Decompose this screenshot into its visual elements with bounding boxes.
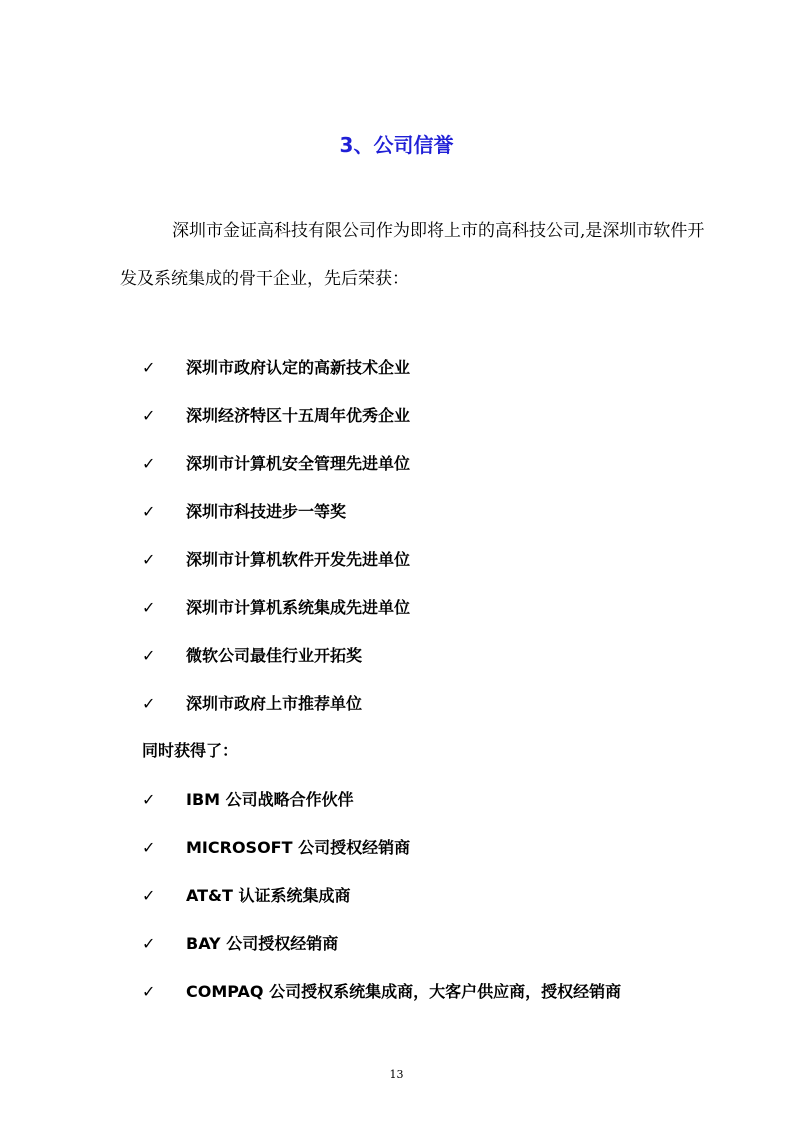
section-title: 3、公司信誉 (339, 133, 454, 157)
honor-text: 深圳市计算机系统集成先进单位 (186, 598, 411, 617)
honors-list (142, 344, 410, 728)
checkmark-icon: ✓ (142, 454, 156, 473)
checkmark-icon: ✓ (142, 694, 156, 713)
checkmark-icon: ✓ (142, 982, 156, 1001)
intro-text: 深圳市金证高科技有限公司作为即将上市的高科技公司,是深圳市软件开发及系统集成的骨干企业，先后荣获： (120, 221, 705, 289)
list-item (142, 536, 410, 584)
honor-text: 深圳市政府上市推荐单位 (186, 694, 363, 713)
list-item (142, 584, 410, 632)
checkmark-icon: ✓ (142, 598, 156, 617)
list-item (142, 392, 410, 440)
checkmark-icon: ✓ (142, 646, 156, 665)
honor-text: 深圳市计算机软件开发先进单位 (186, 550, 411, 569)
intro-paragraph (120, 207, 710, 303)
partnerships-list (142, 776, 621, 1016)
list-item (142, 920, 621, 968)
partnership-text: COMPAQ 公司授权系统集成商，大客户供应商，授权经销商 (186, 982, 622, 1001)
honor-text: 深圳市计算机安全管理先进单位 (186, 454, 411, 473)
list-item (142, 680, 410, 728)
page-number: 13 (389, 1068, 404, 1081)
checkmark-icon: ✓ (142, 790, 156, 809)
list-item (142, 776, 621, 824)
list-item (142, 440, 410, 488)
partnership-text: IBM 公司战略合作伙伴 (186, 790, 354, 809)
checkmark-icon: ✓ (142, 934, 156, 953)
checkmark-icon: ✓ (142, 838, 156, 857)
list-item (142, 968, 621, 1016)
checkmark-icon: ✓ (142, 550, 156, 569)
also-obtained-label: 同时获得了： (142, 741, 239, 760)
partnership-text: AT&T 认证系统集成商 (186, 886, 351, 905)
list-item (142, 632, 410, 680)
partnership-text: BAY 公司授权经销商 (186, 934, 339, 953)
partnership-text: MICROSOFT 公司授权经销商 (186, 838, 411, 857)
honor-text: 深圳市科技进步一等奖 (186, 502, 347, 521)
list-item (142, 872, 621, 920)
honor-text: 深圳经济特区十五周年优秀企业 (186, 406, 411, 425)
list-item (142, 488, 410, 536)
checkmark-icon: ✓ (142, 886, 156, 905)
checkmark-icon: ✓ (142, 358, 156, 377)
honor-text: 微软公司最佳行业开拓奖 (186, 646, 363, 665)
checkmark-icon: ✓ (142, 502, 156, 521)
list-item (142, 344, 410, 392)
honor-text: 深圳市政府认定的高新技术企业 (186, 358, 411, 377)
checkmark-icon: ✓ (142, 406, 156, 425)
list-item (142, 824, 621, 872)
